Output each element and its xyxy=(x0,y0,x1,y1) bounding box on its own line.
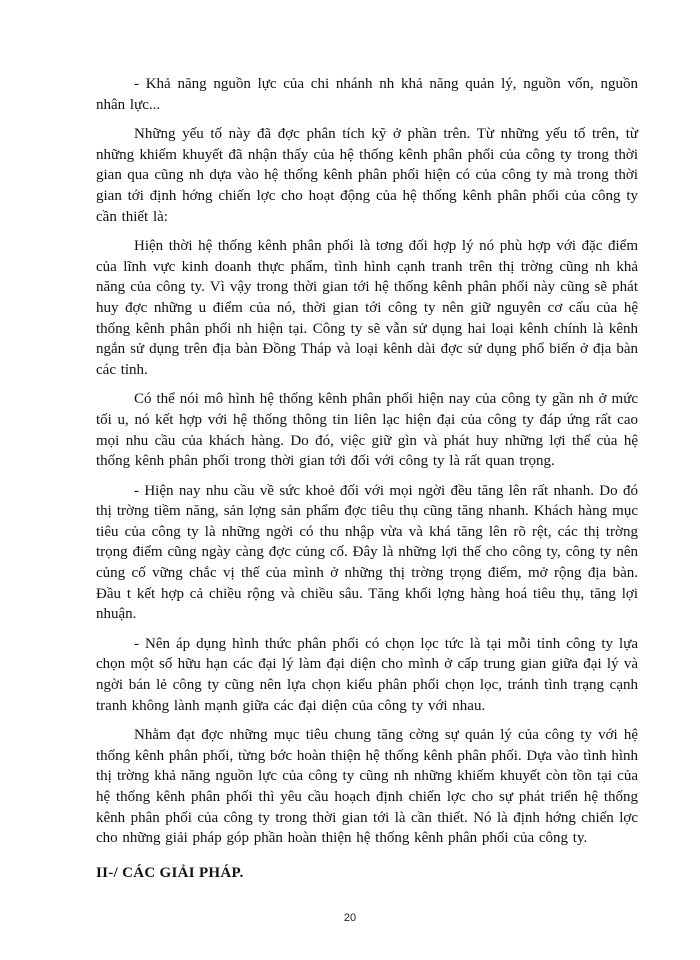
paragraph-resources: - Khả năng nguồn lực của chi nhánh nh khả năng quản lý, nguồn vốn, nguồn nhân lực... xyxy=(96,76,638,113)
page-number: 20 xyxy=(343,912,357,924)
paragraph-selective-distribution: - Nên áp dụng hình thức phân phối có chọn lọc tức là tại mỗi tỉnh công ty lựa chọn một số hữu hạn các đại lý làm đại diện cho mình ở cấp trung gian giữa đại lý và ngời bán lẻ công ty cũng nên lựa chọn kiểu phân phối chọn lọc, tránh tình trạng cạnh tranh không lành mạnh giữa các đại diện của công ty với nhau. xyxy=(96,635,638,714)
paragraph-model: Có thể nói mô hình hệ thống kênh phân phối hiện nay của công ty gần nh ở mức tối u, nó kết hợp với hệ thống thông tin liên lạc hiện đại của công ty đáp ứng rất cao mọi nhu cầu của khách hàng. Do đó, việc giữ gìn và phát huy những lợi thế của hệ thống kênh phân phối trong thời gian tới đối với công ty là rất quan trọng. xyxy=(96,391,638,470)
paragraph-factors: Những yếu tố này đã đợc phân tích kỹ ở phần trên. Từ những yếu tố trên, từ những khiếm khuyết đã nhận thấy của hệ thống kênh phân phối của công ty trong thời gian qua cũng nh dựa vào hệ thống kênh phân phối hiện có của công ty mà trong thời gian tới định hớng chiến lợc cho hoạt động của hệ thống kênh phân phối của công ty cần thiết là: xyxy=(96,126,638,225)
paragraph-goals: Nhằm đạt đợc những mục tiêu chung tăng cờng sự quản lý của công ty với hệ thống kênh phân phối, từng bớc hoàn thiện hệ thống kênh phân phối. Dựa vào tình hình thị trờng khả năng nguồn lực của công ty cũng nh những khiếm khuyết còn tồn tại của hệ thống kênh phân phối thì yêu cầu hoạch định chiến lợc cho sự phát triển hệ thống kênh phân phối của công ty trong thời gian tới là cần thiết. Nó là định hớng chiến lợc cho những giải pháp góp phần hoàn thiện hệ thống kênh phân phối của công ty. xyxy=(96,727,638,847)
section-heading: II-/ CÁC GIẢI PHÁP. xyxy=(96,864,244,881)
paragraph-health-demand: - Hiện nay nhu cầu về sức khoẻ đối với mọi ngời đều tăng lên rất nhanh. Do đó thị trờng tiềm năng, sản lợng sản phẩm đợc tiêu thụ cũng tăng nhanh. Khách hàng mục tiêu của công ty là những ngời có thu nhập vừa và khá tăng lên rõ rệt, các thị trờng trọng điểm cũng ngày càng đợc củng cố. Đây là những lợi thế cho công ty, công ty nên củng cố vững chắc vị thế của mình ở những thị trờng trọng điểm, mở rộng địa bàn. Đầu t kết hợp cả chiều rộng và chiều sâu. Tăng khối lợng hàng hoá tiêu thụ, tăng lợi nhuận. xyxy=(96,482,638,623)
paragraph-current-system: Hiện thời hệ thống kênh phân phối là tơng đối hợp lý nó phù hợp với đặc điểm của lĩnh vực kinh doanh thực phẩm, tình hình cạnh tranh trên thị trờng cũng nh khả năng của công ty. Vì vậy trong thời gian tới hệ thống kênh phân phối này cũng sẽ phát huy đợc những u điểm của nó, thời gian tới công ty nên giữ nguyên cơ cấu của hệ thống kênh phân phối nh hiện tại. Công ty sẽ vẫn sử dụng hai loại kênh chính là kênh ngắn sử dụng trên địa bàn Đồng Tháp và loại kênh dài đợc sử dụng phổ biến ở địa bàn các tỉnh. xyxy=(96,238,638,378)
